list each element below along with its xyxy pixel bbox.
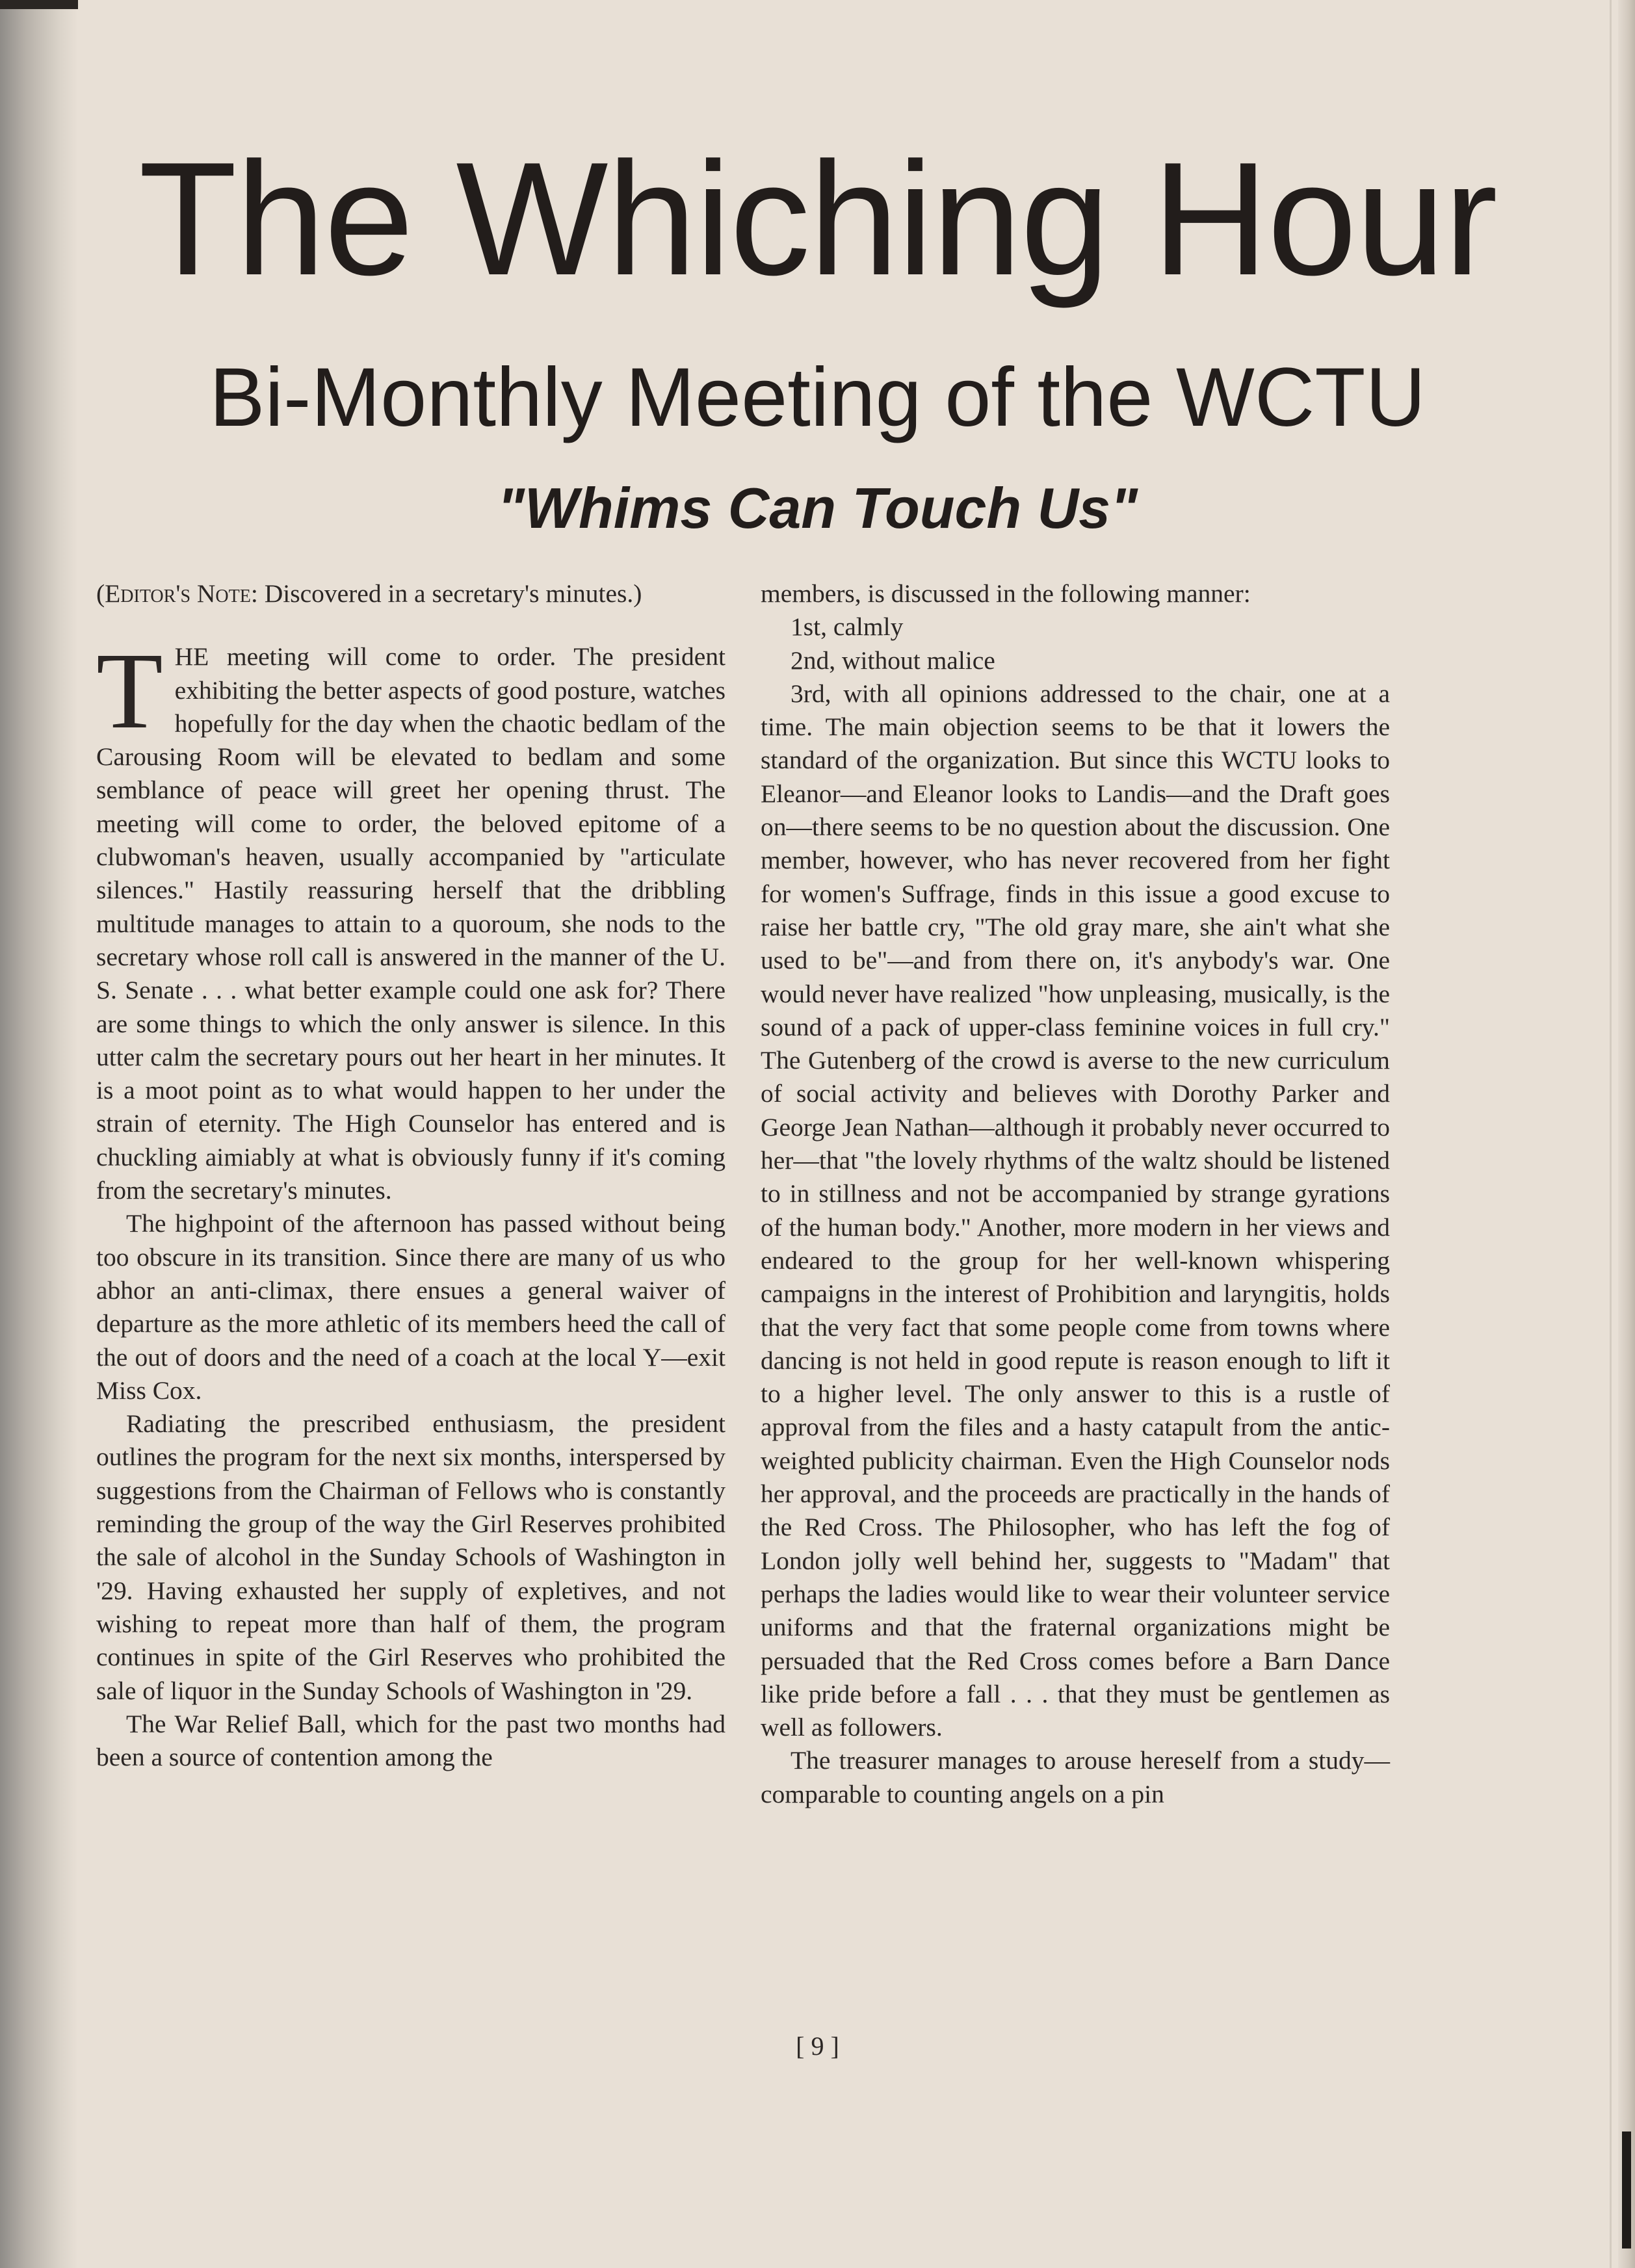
article-tagline: "Whims Can Touch Us" <box>497 476 1138 540</box>
article-title: The Whiching Hour <box>138 128 1497 309</box>
left-column <box>96 577 726 1774</box>
paragraph-1-text: HE meeting will come to order. The president exhibiting the better aspects of good posture, watches hopefully for the day when the chaotic bedlam of the Carousing Room will be elevated to bedlam and some semblance of peace will greet her opening thrust. The meeting will come to order, the beloved epitome of a clubwoman's heaven, usually accompanied by "articulate silences." Hastily reassuring herself that the dribbling multitude manages to attain to a quoroum, she nods to the secretary whose roll call is answered in the manner of the U. S. Senate . . . what better example could one ask for? There are some things to which the only answer is silence. In this utter calm the secretary pours out her heart in her minutes. It is a moot point as to what would happen to her under the strain of eternity. The High Counselor has entered and is chuckling aimiably at what is obviously funny if it's coming from the secretary's minutes. <box>96 642 726 1205</box>
binding-shadow <box>0 0 78 2268</box>
paragraph-6: 3rd, with all opinions addressed to the chair, one at a time. The main objection seems to be that it lowers the standard of the organization. But since this WCTU looks to Eleanor—and Eleanor looks to Landis—and the Draft goes on—there seems to be no question about the discussion. One member, however, who has never recovered from her fight for women's Suffrage, finds in this issue a good excuse to raise her battle cry, "The old gray mare, she ain't what she used to be"—and from there on, it's anybody's war. One would never have realized "how unpleasing, musically, is the sound of a pack of upper-class feminine voices in full cry." The Gutenberg of the crowd is averse to the new curriculum of social activity and believes with Dorothy Parker and George Jean Nathan—although it probably never occurred to her—that "the lovely rhythms of the waltz should be listened to in stillness and not be accompanied by strange gyrations of the human body." Another, more modern in her views and endeared to the group for her well-known whispering campaigns in the interest of Prohibition and laryngitis, holds that the very fact that some people come from towns where dancing is not held in good repute is reason enough to lift it to a higher level. The only answer to this is a rustle of approval from the files and a hasty catapult from the antic-weighted publicity chairman. Even the High Counselor nods her approval, and the proceeds are practically in the hands of the Red Cross. The Philosopher, who has left the fog of London jolly well behind her, suggests to "Madam" that perhaps the ladies would like to wear their volunteer service uniforms and that the fraternal organizations might be persuaded that the Red Cross comes before a Barn Dance like pride before a fall . . . that they must be gentlemen as well as followers. <box>761 679 1390 1742</box>
paragraph-2: The highpoint of the afternoon has passed without being too obscure in its transition. Since there are many of us who abhor an anti-climax, there ensues a general waiver of departure as the more athletic of its members heed the call of the out of doors and the need of a coach at the local Y—exit Miss Cox. <box>96 1209 726 1405</box>
page-edge-tab <box>1622 2131 1631 2248</box>
editors-note: (Editor's Note: Discovered in a secretary's minutes.) <box>96 579 642 608</box>
right-page-edge <box>1618 0 1635 2268</box>
paragraph-4: The War Relief Ball, which for the past two months had been a source of contention among the <box>96 1709 726 1772</box>
paragraph-5: members, is discussed in the following manner: <box>761 579 1251 608</box>
paragraph-1 <box>96 631 726 1207</box>
editors-note-label: Editor's Note: <box>105 579 258 608</box>
list-item-2: 2nd, without malice <box>791 645 995 675</box>
right-page-edge-line <box>1610 0 1612 2268</box>
paragraph-7: The treasurer manages to arouse hereself from a study—comparable to counting angels on a pin <box>761 1746 1390 1808</box>
spacer <box>96 610 726 640</box>
page-number: [ 9 ] <box>796 2031 839 2061</box>
paragraph-3: Radiating the prescribed enthusiasm, the president outlines the program for the next six months, interspersed by suggestions from the Chairman of Fellows who is constantly reminding the group of the way the Girl Reserves prohibited the sale of alcohol in the Sunday Schools of Washington in '29. Having exhausted her supply of expletives, and not wishing to repeat more than half of them, the program continues in spite of the Girl Reserves who prohibited the sale of liquor in the Sunday Schools of Washington in '29. <box>96 1409 726 1705</box>
editors-note-text: Discovered in a secretary's minutes.) <box>257 579 642 608</box>
right-column <box>761 577 1390 1811</box>
article-subtitle: Bi-Monthly Meeting of the WCTU <box>209 351 1426 444</box>
page-corner-shadow <box>0 0 78 9</box>
drop-cap: T <box>96 631 163 752</box>
list-item-1: 1st, calmly <box>791 612 904 642</box>
